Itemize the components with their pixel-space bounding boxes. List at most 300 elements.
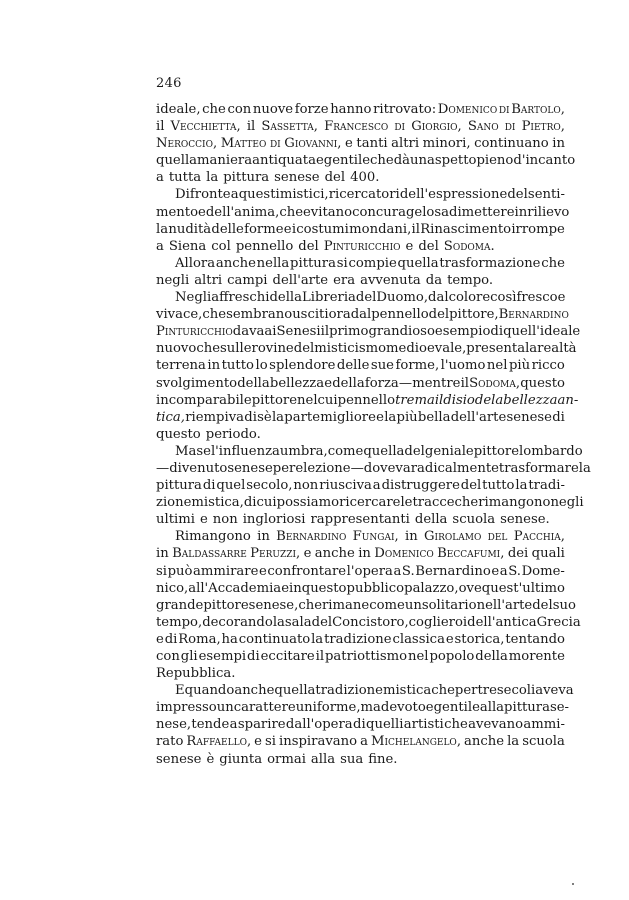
- word: dei: [507, 546, 529, 562]
- word: da: [425, 272, 443, 288]
- word: quella: [156, 153, 198, 169]
- word: di: [394, 119, 406, 135]
- text-line: [156, 477, 565, 494]
- word: continuato: [238, 631, 311, 647]
- word: carattere: [233, 700, 296, 716]
- word: e: [405, 238, 414, 254]
- word: un: [404, 597, 422, 613]
- word: rimangono: [478, 495, 551, 511]
- word: i: [291, 221, 297, 237]
- word: Michelangelo,: [370, 734, 462, 750]
- word: a: [372, 478, 381, 494]
- word: distruggere: [381, 478, 460, 494]
- word: si: [156, 563, 167, 579]
- word: S.: [508, 563, 521, 579]
- word: della: [414, 512, 448, 528]
- word: la: [206, 170, 219, 186]
- word: Bernardino: [498, 307, 569, 323]
- word: ora: [328, 307, 351, 323]
- word: un: [410, 153, 428, 169]
- word: in: [207, 358, 221, 374]
- text-line: [156, 614, 581, 631]
- word: che: [298, 597, 322, 613]
- word: mento: [156, 204, 199, 220]
- word: quella: [363, 443, 405, 459]
- word: il: [156, 119, 165, 135]
- word: S.: [401, 563, 415, 579]
- word: Beccafumi,: [437, 546, 505, 562]
- word: ma: [360, 700, 381, 716]
- word: ai: [264, 324, 277, 340]
- word: Di: [175, 187, 190, 203]
- word: la: [311, 631, 324, 647]
- text-line: [156, 238, 565, 255]
- body-text: [156, 101, 591, 768]
- word: pittura: [156, 478, 202, 494]
- word: forme,: [395, 358, 440, 374]
- text-line: [156, 460, 591, 477]
- word: delle: [336, 358, 370, 374]
- word: del: [355, 290, 377, 306]
- text-line: [156, 751, 565, 768]
- word: la: [272, 614, 285, 630]
- word: ha: [221, 631, 238, 647]
- text-line: [156, 545, 565, 562]
- text-line: [156, 169, 565, 186]
- word: e: [258, 563, 267, 579]
- word: suo: [552, 597, 576, 613]
- word: fronte: [189, 187, 231, 203]
- word: quella: [274, 683, 316, 699]
- word: Concistoro,: [332, 614, 409, 630]
- word: dell'arte: [272, 272, 329, 288]
- word: forza: [364, 375, 399, 391]
- word: nuovo: [156, 341, 197, 357]
- text-line: [156, 135, 565, 152]
- word: forze: [294, 102, 329, 117]
- word: del: [324, 170, 346, 186]
- word: della: [332, 375, 365, 391]
- word: di: [243, 495, 257, 511]
- word: dal: [350, 307, 372, 323]
- word: Roma,: [178, 631, 221, 647]
- word: costumi: [296, 221, 349, 237]
- word: quest'ultimo: [481, 580, 565, 596]
- word: popolo: [429, 649, 475, 664]
- word: Peruzzi,: [250, 546, 301, 562]
- word: dall'opera: [285, 717, 353, 733]
- word: tradizione: [315, 683, 383, 699]
- word: e: [324, 375, 333, 391]
- word: che: [196, 341, 221, 357]
- word: periodo.: [205, 426, 261, 442]
- word: Allora: [175, 255, 216, 271]
- word: di: [552, 409, 565, 425]
- word: ideale,: [156, 102, 201, 117]
- word: forme: [244, 221, 284, 237]
- text-line: [156, 682, 574, 699]
- word: tempo,: [156, 614, 203, 630]
- word: di: [244, 409, 257, 425]
- word: Francesco: [324, 119, 389, 135]
- word: senese: [506, 409, 552, 425]
- text-line: [156, 186, 565, 203]
- word: e: [425, 700, 434, 716]
- word: splendore: [269, 358, 336, 374]
- word: ultimi: [156, 512, 195, 528]
- text-line: [156, 631, 565, 648]
- word: tutto: [482, 478, 515, 494]
- word: il: [434, 392, 444, 408]
- word: —: [398, 375, 413, 391]
- word: trasformazione: [439, 255, 541, 271]
- word: rato: [156, 734, 184, 750]
- word: gelosa: [405, 204, 449, 220]
- word: sembrano: [226, 307, 293, 323]
- word: la: [515, 478, 528, 494]
- word: eroi: [440, 614, 468, 630]
- word: dal: [428, 290, 449, 306]
- text-line: [156, 511, 565, 528]
- word: e: [254, 734, 262, 750]
- word: ammi-: [523, 717, 565, 733]
- word: nese,: [156, 717, 192, 733]
- word: quelli: [366, 717, 404, 733]
- word: si: [265, 734, 276, 750]
- word: esempi: [198, 649, 247, 664]
- word: irrompe: [511, 221, 565, 237]
- word: ritrovato:: [373, 102, 437, 117]
- text-line: [156, 272, 565, 289]
- word: Dome-: [521, 563, 565, 579]
- text-line: [156, 392, 579, 409]
- word: Negli: [175, 290, 212, 306]
- word: sala: [284, 614, 312, 630]
- text-line: [156, 289, 565, 306]
- word: di: [269, 136, 281, 152]
- word: ricercatori: [328, 187, 400, 203]
- word: l'opera: [346, 563, 393, 579]
- text-line: [156, 563, 565, 580]
- word: e: [199, 512, 208, 528]
- word: Libreria: [302, 290, 356, 306]
- word: confrontare: [267, 563, 347, 579]
- word: e: [376, 409, 384, 425]
- word: senese,: [248, 597, 299, 613]
- word: non: [212, 512, 238, 528]
- word: gentile: [433, 700, 480, 716]
- word: patriottismo: [324, 649, 408, 664]
- word: della: [475, 649, 508, 664]
- word: altri: [391, 136, 420, 152]
- word: evitano: [303, 204, 353, 220]
- word: e: [345, 136, 353, 152]
- word: Rinascimento: [420, 221, 512, 237]
- word: vivace,: [156, 307, 203, 323]
- word: questo: [156, 426, 201, 442]
- word: ingloriosi: [242, 512, 306, 528]
- word: mistica,: [191, 495, 244, 511]
- word: nella: [256, 255, 290, 271]
- text-line: [156, 733, 565, 750]
- word: tre: [477, 683, 497, 699]
- word: per: [272, 460, 296, 476]
- word: la: [271, 409, 285, 425]
- word: umbra,: [279, 443, 328, 459]
- word: sparire: [237, 717, 286, 733]
- word: dà: [393, 153, 411, 169]
- word: un: [216, 700, 234, 716]
- word: giunta: [219, 751, 263, 767]
- word: sè: [257, 409, 272, 425]
- word: della: [237, 375, 270, 391]
- page-number: 246: [156, 76, 182, 91]
- word: questi: [238, 187, 280, 203]
- word: nudità: [168, 221, 212, 237]
- word: all'Accademia: [188, 580, 282, 596]
- word: decorando: [202, 614, 273, 630]
- word: Domenico: [437, 102, 498, 117]
- word: svolgimento: [156, 375, 238, 391]
- word: il: [460, 375, 470, 391]
- text-line: [156, 443, 583, 460]
- word: la: [156, 221, 169, 237]
- text-line: [156, 204, 570, 221]
- word: anche: [314, 546, 355, 562]
- word: Giovanni,: [284, 136, 342, 152]
- word: il: [246, 119, 256, 135]
- word: affreschi: [211, 290, 270, 306]
- word: dell'espressione: [399, 187, 508, 203]
- word: tica,: [156, 409, 185, 425]
- word: a: [230, 187, 239, 203]
- word: tutta: [168, 170, 202, 186]
- word: pennello: [337, 392, 396, 408]
- word: a: [156, 238, 164, 254]
- word: terrena: [156, 358, 206, 374]
- word: Rimangono: [175, 529, 251, 545]
- word: Senesi: [276, 324, 321, 340]
- word: morente: [508, 649, 565, 664]
- word: primo: [329, 324, 369, 340]
- word: alla: [310, 751, 336, 767]
- text-line: [156, 426, 565, 443]
- word: di: [504, 119, 516, 135]
- word: è: [206, 751, 215, 767]
- word: che: [431, 683, 455, 699]
- word: tradizione: [324, 631, 392, 647]
- word: e: [557, 290, 566, 306]
- word: del: [298, 238, 319, 254]
- word: elezione: [295, 460, 351, 476]
- word: mettere: [461, 204, 515, 220]
- word: nel: [297, 392, 318, 408]
- word: e: [283, 221, 292, 237]
- word: eccitare: [260, 649, 315, 664]
- word: tracce: [412, 495, 455, 511]
- word: negli: [156, 272, 190, 288]
- word: riempiva: [185, 409, 245, 425]
- word: pennello: [235, 238, 294, 254]
- word: e: [281, 580, 289, 596]
- text-line: [156, 597, 576, 614]
- text-line: [156, 409, 565, 426]
- word: Bernardino: [415, 563, 491, 579]
- word: divenuto: [169, 460, 228, 476]
- word: Vecchietta,: [170, 119, 241, 135]
- word: le: [400, 495, 413, 511]
- word: avevano: [468, 717, 524, 733]
- word: del: [418, 238, 439, 254]
- word: inspiravano: [279, 734, 358, 750]
- word: Bartolo,: [511, 102, 565, 117]
- word: del: [460, 478, 482, 494]
- word: realtà: [537, 341, 577, 357]
- word: dell'antica: [467, 614, 537, 630]
- word: a: [499, 563, 508, 579]
- word: mondani,: [349, 221, 412, 237]
- word: migliore: [320, 409, 376, 425]
- text-line: [156, 255, 565, 272]
- word: Raffaello,: [186, 734, 252, 750]
- word: del: [428, 307, 450, 323]
- text-line: [156, 152, 576, 169]
- word: cura: [375, 204, 406, 220]
- word: delle: [211, 221, 244, 237]
- word: solitario: [421, 597, 477, 613]
- word: più: [508, 358, 531, 374]
- word: questo: [520, 375, 565, 391]
- word: Domenico: [374, 546, 434, 562]
- word: Sodoma.: [443, 238, 495, 254]
- word: del: [311, 614, 333, 630]
- word: del: [487, 529, 508, 545]
- word: usciti: [292, 307, 329, 323]
- word: quel: [216, 478, 246, 494]
- word: nell'arte: [476, 597, 533, 613]
- word: quando: [184, 683, 235, 699]
- word: quell'ideale: [503, 324, 581, 340]
- word: rovine: [251, 341, 294, 357]
- word: sulle: [220, 341, 252, 357]
- word: lombardo: [519, 443, 583, 459]
- word: che: [454, 495, 479, 511]
- word: bella: [417, 409, 451, 425]
- word: con: [156, 649, 180, 664]
- word: continuano: [474, 136, 549, 152]
- word: così: [490, 290, 517, 306]
- word: nico,: [156, 580, 189, 596]
- word: in: [405, 529, 418, 545]
- word: pieno: [476, 153, 514, 169]
- word: palazzo,: [404, 580, 459, 596]
- word: secolo,: [246, 478, 293, 494]
- word: tende: [191, 717, 230, 733]
- word: disio: [443, 392, 475, 408]
- word: e: [445, 631, 454, 647]
- text-line: [156, 340, 577, 357]
- word: dava: [232, 324, 265, 340]
- word: del: [293, 341, 315, 357]
- word: tentando: [505, 631, 565, 647]
- word: Girolamo: [424, 529, 482, 545]
- word: scuola: [452, 512, 496, 528]
- word: minori,: [422, 136, 471, 152]
- word: Sodoma,: [469, 375, 521, 391]
- word: Grecia: [536, 614, 581, 630]
- word: Neroccio,: [156, 136, 218, 152]
- word: maniera: [197, 153, 253, 169]
- word: col: [211, 238, 231, 254]
- word: ricco: [531, 358, 565, 374]
- text-line: [156, 101, 565, 118]
- word: senese.: [500, 512, 550, 528]
- word: pittore: [203, 597, 249, 613]
- word: in: [156, 546, 169, 562]
- word: possiamo: [276, 495, 340, 511]
- word: in: [514, 204, 528, 220]
- word: hanno: [330, 102, 372, 117]
- word: rimane: [322, 597, 370, 613]
- word: il: [320, 324, 330, 340]
- text-line: [156, 665, 565, 682]
- word: Pinturicchio: [156, 324, 233, 340]
- word: tanti: [356, 136, 388, 152]
- word: campi: [227, 272, 268, 288]
- word: aveva: [535, 683, 574, 699]
- word: che: [279, 204, 303, 220]
- word: an-: [557, 392, 579, 408]
- word: questo: [301, 580, 347, 596]
- word: quali: [531, 546, 565, 562]
- word: Duomo,: [376, 290, 429, 306]
- word: con: [352, 204, 376, 220]
- word: che: [202, 102, 226, 117]
- word: anche: [464, 734, 505, 750]
- word: senese: [274, 170, 320, 186]
- word: il: [315, 649, 325, 664]
- text-line: [156, 118, 565, 135]
- word: pittore,: [449, 307, 499, 323]
- word: negli: [550, 495, 584, 511]
- word: ove: [458, 580, 482, 596]
- word: pittore: [251, 392, 298, 408]
- word: Bernardino: [276, 529, 347, 545]
- word: pennello: [371, 307, 429, 323]
- word: nel: [408, 649, 429, 664]
- word: grande: [156, 597, 204, 613]
- word: Giorgio,: [411, 119, 462, 135]
- word: altri: [194, 272, 223, 288]
- word: a: [360, 734, 368, 750]
- word: Ma: [175, 443, 197, 459]
- word: tempo.: [447, 272, 494, 288]
- word: de: [474, 392, 492, 408]
- word: in: [289, 580, 302, 596]
- word: colore: [448, 290, 491, 306]
- word: dell'anima,: [205, 204, 280, 220]
- word: del: [507, 187, 528, 203]
- word: secoli: [496, 683, 536, 699]
- word: d'incanto: [513, 153, 576, 169]
- word: rilievo: [527, 204, 570, 220]
- word: classica: [392, 631, 445, 647]
- word: di: [247, 649, 260, 664]
- word: e: [303, 546, 312, 562]
- word: con: [227, 102, 252, 117]
- word: e: [198, 204, 206, 220]
- word: come: [327, 443, 364, 459]
